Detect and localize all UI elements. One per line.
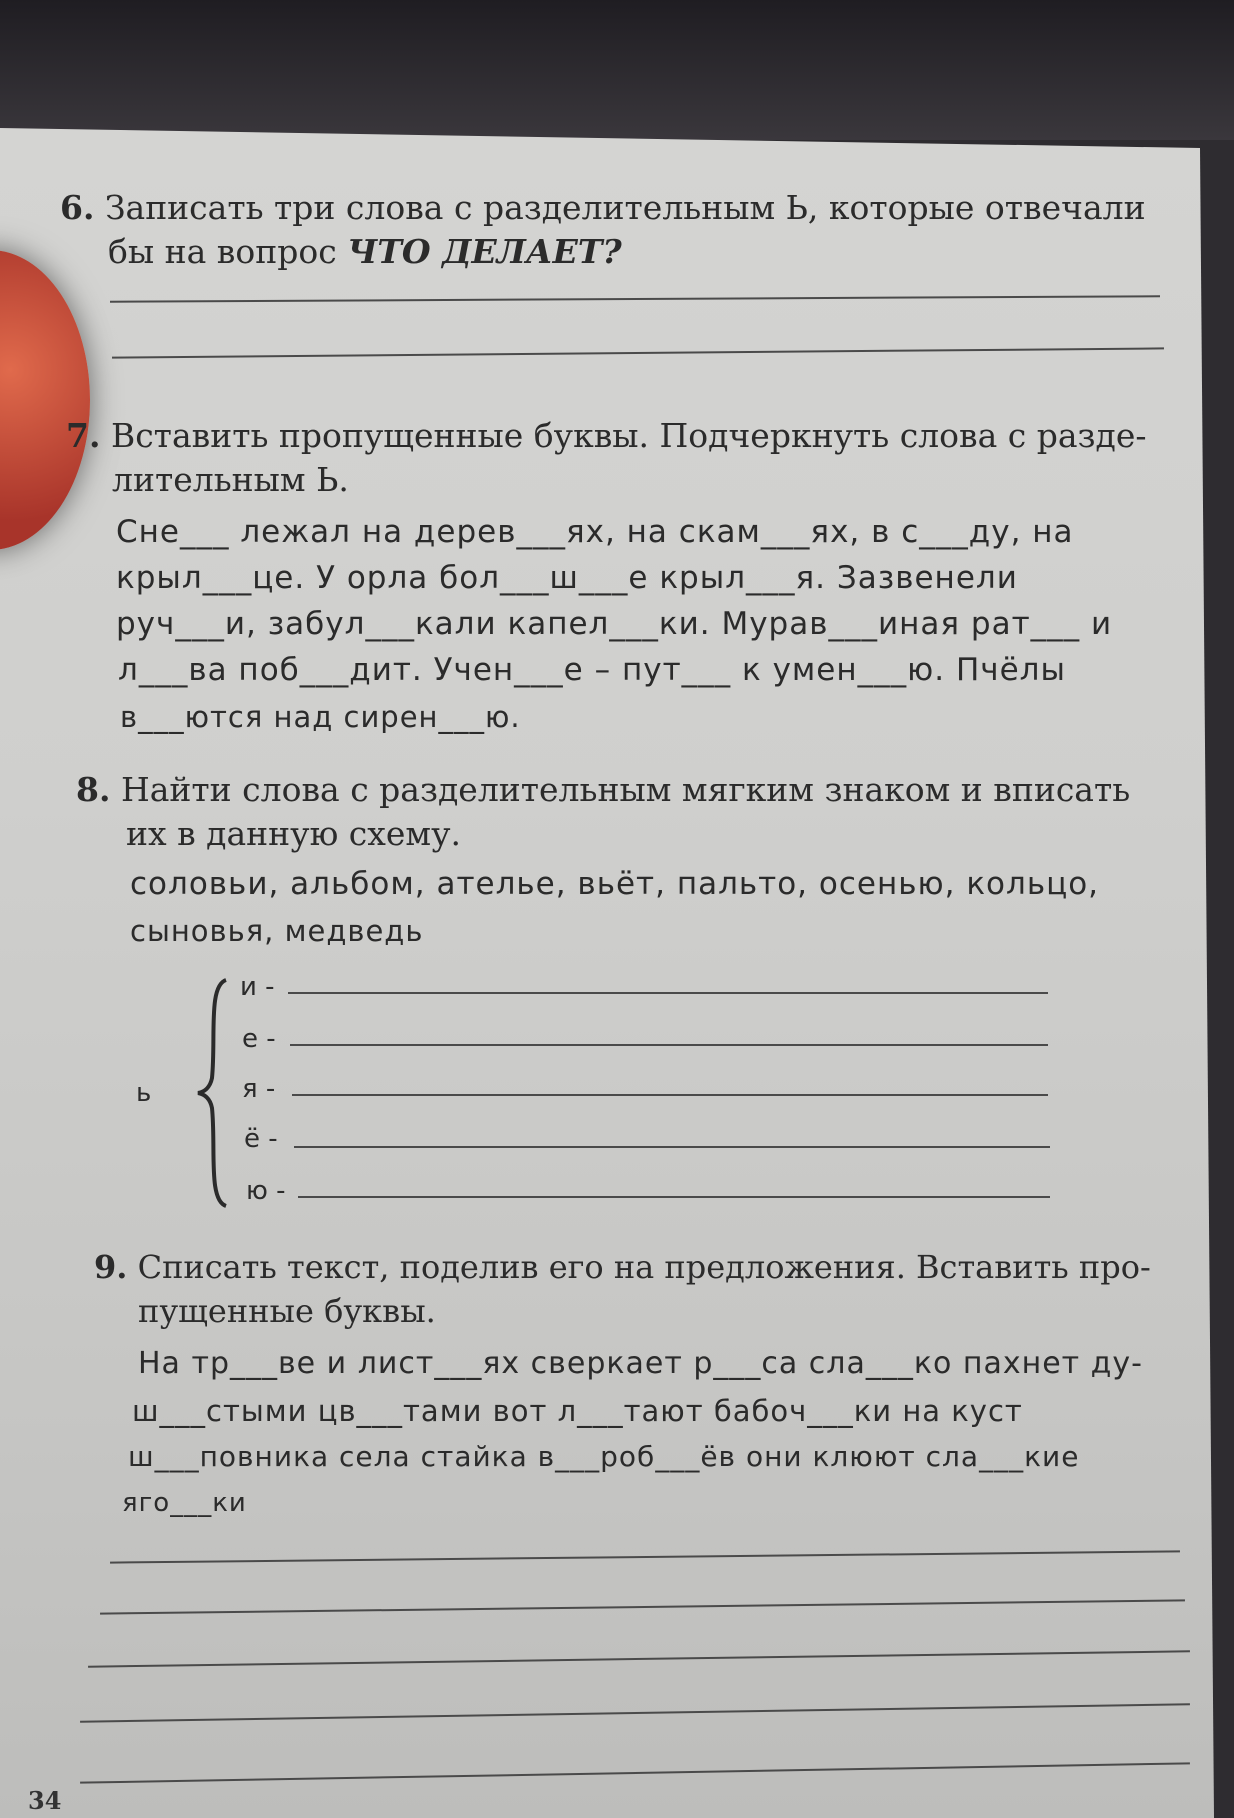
scheme-answer-line[interactable] — [294, 1146, 1050, 1148]
scheme-root: ь — [136, 1078, 152, 1108]
task8-number: 8. — [76, 770, 111, 809]
task8-text: Найти слова с разделительным мягким знаком и вписать — [120, 770, 1131, 809]
task7-number: 7. — [66, 416, 101, 455]
task6-question: ЧТО ДЕЛАЕТ? — [347, 232, 622, 271]
task6-text: Записать три слова с разделительным Ь, которые отвечали — [104, 188, 1146, 227]
scheme-answer-line[interactable] — [288, 992, 1048, 994]
task9-text: Списать текст, поделив его на предложения. Вставить про- — [137, 1248, 1151, 1286]
task9-line2: пущенные буквы. — [138, 1292, 436, 1330]
task7-text-line: в___ются над сирен___ю. — [120, 700, 521, 734]
background-top — [0, 0, 1234, 140]
scheme-row-label: е - — [242, 1024, 276, 1054]
scheme-row-label: ё - — [244, 1124, 278, 1154]
task9-text-line: ш___повника села стайка в___роб___ёв они клюют сла___кие — [128, 1440, 1080, 1473]
task6-line1 — [60, 188, 1146, 227]
scheme-answer-line[interactable] — [290, 1044, 1048, 1046]
scheme-answer-line[interactable] — [298, 1196, 1050, 1198]
scheme-row-label: и - — [240, 972, 275, 1002]
scheme-row-label: я - — [242, 1074, 276, 1104]
task8-line1 — [76, 770, 1130, 809]
task9-number: 9. — [94, 1248, 128, 1286]
scheme-row-label: ю - — [246, 1176, 286, 1206]
task9-text-line: яго___ки — [122, 1488, 247, 1518]
task7-text-line: л___ва поб___дит. Учен___е – пут___ к умен___ю. Пчёлы — [118, 652, 1066, 688]
task6-line2 — [108, 232, 622, 271]
scheme-answer-line[interactable] — [292, 1094, 1048, 1096]
workbook-page — [0, 118, 1234, 1818]
task7-line1 — [66, 416, 1147, 455]
task7-text-line: крыл___це. У орла бол___ш___е крыл___я. Зазвенели — [116, 560, 1018, 596]
task8-line2: их в данную схему. — [126, 814, 461, 853]
task7-text: Вставить пропущенные буквы. Подчеркнуть слова с разде- — [110, 416, 1147, 455]
task6-number: 6. — [60, 188, 95, 227]
task8-words: соловьи, альбом, ателье, вьёт, пальто, осенью, кольцо, — [130, 866, 1100, 902]
task7-text-line: Сне___ лежал на дерев___ях, на скам___ях, в с___ду, на — [116, 514, 1074, 550]
task7-text-line: руч___и, забул___кали капел___ки. Мурав___иная рат___ и — [116, 606, 1113, 642]
task7-line2: лительным Ь. — [112, 460, 349, 499]
page-number: 34 — [28, 1786, 62, 1815]
task6-line2-text: бы на вопрос — [108, 232, 337, 271]
task8-words: сыновья, медведь — [130, 914, 424, 948]
task9-text-line: ш___стыми цв___тами вот л___тают бабоч___ки на куст — [132, 1394, 1023, 1428]
task9-line1 — [94, 1248, 1151, 1286]
task9-text-line: На тр___ве и лист___ях сверкает р___са сла___ко пахнет ду- — [138, 1346, 1144, 1381]
